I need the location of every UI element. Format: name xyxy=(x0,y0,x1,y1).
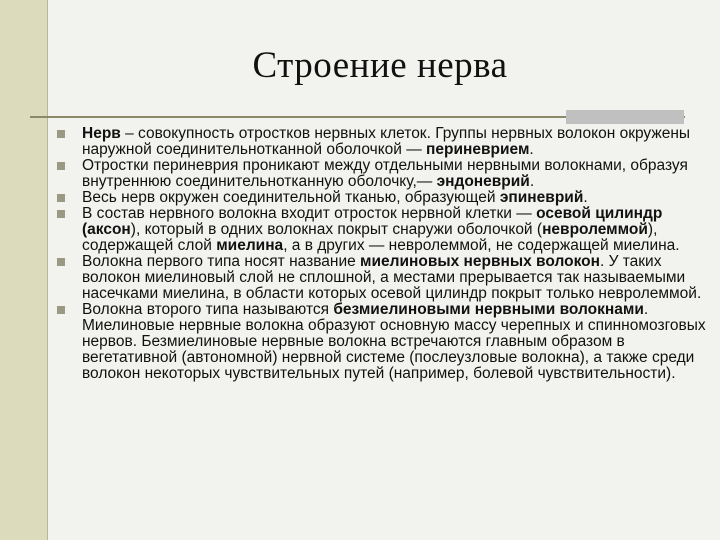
bold-term: миелиновых нервных волокон xyxy=(360,253,600,270)
bullet-text xyxy=(82,301,648,318)
bold-term: периневрием xyxy=(426,141,530,158)
bold-term: эндоневрий xyxy=(436,173,530,190)
left-decor-line xyxy=(47,0,48,540)
text-segment: , а в других — невролеммой, не содержащей миелина. xyxy=(283,237,680,254)
bullet-square-icon xyxy=(57,162,65,170)
bullet-square-icon xyxy=(57,194,65,202)
bold-term: невролеммой xyxy=(542,221,648,238)
bullet-item xyxy=(56,206,712,254)
continuation-paragraph: Миелиновые нервные волокна образуют основную массу черепных и спинномозговых нервов. Безмиелиновые нервные волокна встречаются главным образом в вегетативной (автономной) нервной системе (послеузловые волокна), а также среди волокон некоторых чувствительных путей (например, болевой чувствительности). xyxy=(82,317,706,382)
bullet-text xyxy=(82,157,688,190)
slide-title: Строение нерва xyxy=(252,45,508,86)
bold-term: эпиневрий xyxy=(499,189,584,206)
text-segment: ), который в одних волокнах покрыт снаружи оболочкой ( xyxy=(130,221,543,238)
bullet-list xyxy=(56,126,712,382)
text-segment: Волокна второго типа называются xyxy=(82,301,334,318)
bullet-square-icon xyxy=(57,130,65,138)
text-segment: Волокна первого типа носят название xyxy=(82,253,361,270)
text-segment: ), содержащей слой xyxy=(82,221,658,254)
bullet-text xyxy=(82,189,588,206)
text-segment: . xyxy=(529,141,534,158)
text-segment: Отростки периневрия проникают между отдельными нервными волокнами, образуя внутреннюю соединительнотканную оболочку,— xyxy=(82,157,688,190)
bullet-item xyxy=(56,302,712,382)
bullet-item xyxy=(56,126,712,158)
text-segment: . xyxy=(643,301,649,318)
bullet-item xyxy=(56,254,712,302)
text-segment: В состав нервного волокна входит отросток нервной клетки — xyxy=(82,205,537,222)
text-segment: . xyxy=(529,173,535,190)
bullet-text xyxy=(82,253,701,302)
bullet-square-icon xyxy=(57,258,65,266)
bold-term: Нерв xyxy=(82,125,121,142)
left-decor-band xyxy=(0,0,47,540)
text-segment: – совокупность отростков нервных клеток. Группы нервных волокон окружены наружной соединительнотканной оболочкой — xyxy=(82,125,691,158)
bold-term: миелина xyxy=(216,237,284,254)
bullet-square-icon xyxy=(57,306,65,314)
bold-term: осевой цилиндр (аксон xyxy=(82,205,663,238)
bullet-square-icon xyxy=(57,210,65,218)
bullet-text xyxy=(82,205,680,254)
bullet-item xyxy=(56,190,712,206)
text-segment: . xyxy=(583,189,588,206)
text-segment: . У таких волокон миелиновый слой не сплошной, а местами прерывается так называемыми насечками миелина, в области которых осевой цилиндр покрыт только невролеммой. xyxy=(82,253,702,302)
bold-term: безмиелиновыми нервными волокнами xyxy=(333,301,644,318)
text-segment: Весь нерв окружен соединительной тканью, образующей xyxy=(82,189,500,206)
title-accent-bar xyxy=(566,110,684,124)
bullet-text xyxy=(82,125,690,158)
bullet-item xyxy=(56,158,712,190)
